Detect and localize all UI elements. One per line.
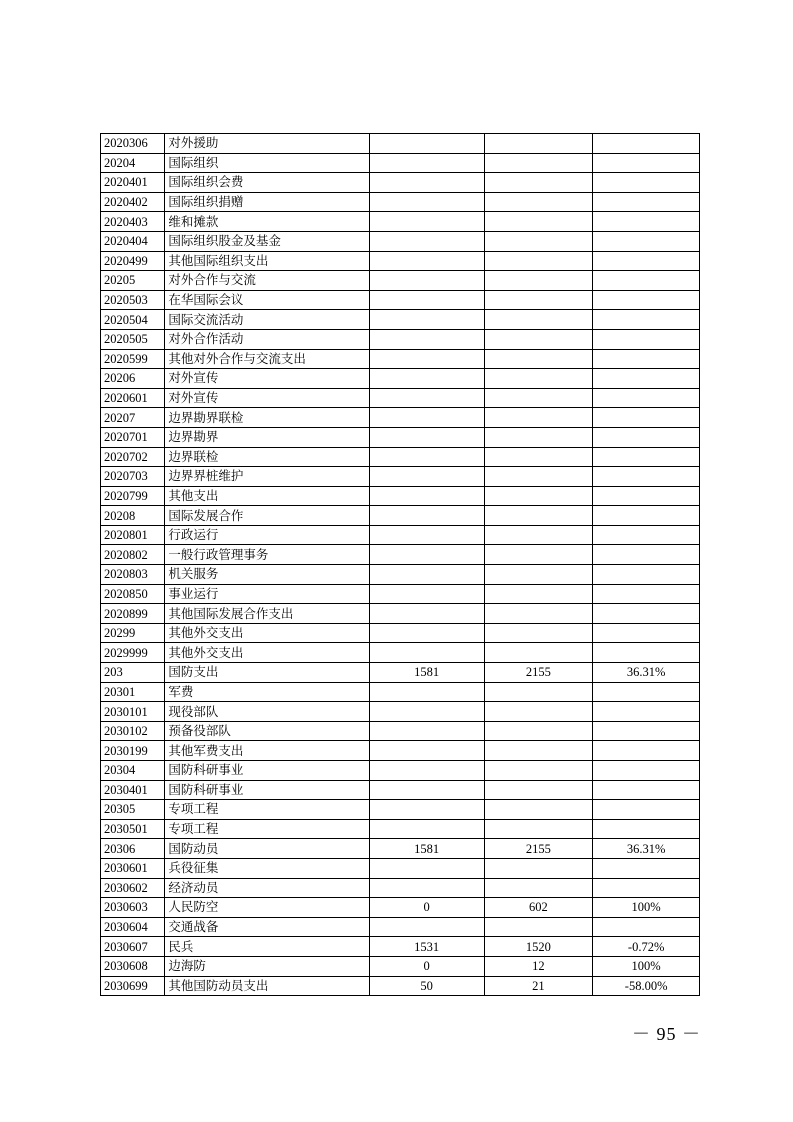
cell-code: 2020401 — [101, 173, 165, 193]
table-row — [101, 858, 700, 878]
cell-change-percent — [593, 702, 700, 722]
cell-value-2 — [484, 761, 593, 781]
cell-code: 20208 — [101, 506, 165, 526]
cell-name: 维和摊款 — [165, 212, 369, 232]
table-row — [101, 937, 700, 957]
cell-change-percent — [593, 643, 700, 663]
cell-value-2 — [484, 604, 593, 624]
cell-value-1 — [369, 251, 484, 271]
cell-name: 边界勘界联检 — [165, 408, 369, 428]
cell-change-percent — [593, 212, 700, 232]
cell-name: 对外援助 — [165, 134, 369, 154]
table-row — [101, 819, 700, 839]
cell-value-2 — [484, 878, 593, 898]
table-row — [101, 310, 700, 330]
cell-code: 2020499 — [101, 251, 165, 271]
cell-change-percent — [593, 231, 700, 251]
cell-value-1: 1531 — [369, 937, 484, 957]
cell-change-percent — [593, 427, 700, 447]
cell-value-2: 602 — [484, 898, 593, 918]
cell-change-percent — [593, 604, 700, 624]
cell-value-1 — [369, 721, 484, 741]
cell-value-2 — [484, 153, 593, 173]
cell-name: 专项工程 — [165, 819, 369, 839]
cell-change-percent — [593, 349, 700, 369]
cell-name: 专项工程 — [165, 800, 369, 820]
cell-name: 边界界桩维护 — [165, 467, 369, 487]
cell-name: 其他国际发展合作支出 — [165, 604, 369, 624]
cell-name: 其他国际组织支出 — [165, 251, 369, 271]
cell-change-percent: 100% — [593, 898, 700, 918]
cell-change-percent — [593, 486, 700, 506]
table-row — [101, 153, 700, 173]
cell-value-1: 1581 — [369, 663, 484, 683]
cell-change-percent: 36.31% — [593, 839, 700, 859]
cell-code: 2030199 — [101, 741, 165, 761]
cell-value-2 — [484, 525, 593, 545]
cell-value-2 — [484, 447, 593, 467]
cell-value-1 — [369, 702, 484, 722]
cell-change-percent — [593, 173, 700, 193]
budget-table — [100, 133, 700, 996]
cell-value-2: 2155 — [484, 839, 593, 859]
cell-change-percent — [593, 369, 700, 389]
cell-value-1: 50 — [369, 976, 484, 996]
cell-change-percent — [593, 153, 700, 173]
cell-change-percent — [593, 858, 700, 878]
cell-code: 2020802 — [101, 545, 165, 565]
cell-value-2 — [484, 310, 593, 330]
cell-name: 边界联检 — [165, 447, 369, 467]
cell-value-2: 2155 — [484, 663, 593, 683]
table-row — [101, 251, 700, 271]
cell-change-percent — [593, 310, 700, 330]
cell-name: 军费 — [165, 682, 369, 702]
cell-change-percent — [593, 251, 700, 271]
cell-name: 经济动员 — [165, 878, 369, 898]
table-row — [101, 643, 700, 663]
cell-value-2 — [484, 134, 593, 154]
table-row — [101, 329, 700, 349]
table-row — [101, 467, 700, 487]
cell-change-percent — [593, 623, 700, 643]
cell-name: 国防支出 — [165, 663, 369, 683]
cell-code: 2020803 — [101, 565, 165, 585]
cell-change-percent — [593, 447, 700, 467]
cell-value-1 — [369, 486, 484, 506]
cell-code: 2030102 — [101, 721, 165, 741]
cell-value-2 — [484, 388, 593, 408]
cell-code: 20299 — [101, 623, 165, 643]
cell-value-1 — [369, 447, 484, 467]
cell-value-2 — [484, 721, 593, 741]
cell-code: 2030607 — [101, 937, 165, 957]
table-row — [101, 878, 700, 898]
cell-value-1 — [369, 623, 484, 643]
table-row — [101, 898, 700, 918]
cell-value-2 — [484, 329, 593, 349]
table-row — [101, 565, 700, 585]
cell-value-2 — [484, 290, 593, 310]
cell-name: 对外合作活动 — [165, 329, 369, 349]
cell-value-2 — [484, 545, 593, 565]
cell-value-2 — [484, 780, 593, 800]
cell-code: 2020850 — [101, 584, 165, 604]
table-row — [101, 839, 700, 859]
table-row — [101, 506, 700, 526]
cell-code: 20204 — [101, 153, 165, 173]
cell-value-2 — [484, 192, 593, 212]
cell-value-1 — [369, 780, 484, 800]
cell-value-2 — [484, 369, 593, 389]
cell-code: 2030608 — [101, 956, 165, 976]
cell-value-1 — [369, 467, 484, 487]
cell-value-2 — [484, 349, 593, 369]
cell-value-1 — [369, 878, 484, 898]
cell-value-1: 1581 — [369, 839, 484, 859]
page-number: － 95 － — [632, 1024, 701, 1044]
table-row — [101, 721, 700, 741]
cell-name: 其他军费支出 — [165, 741, 369, 761]
cell-value-2 — [484, 702, 593, 722]
table-row — [101, 349, 700, 369]
cell-name: 其他国防动员支出 — [165, 976, 369, 996]
cell-value-1 — [369, 192, 484, 212]
cell-value-2 — [484, 623, 593, 643]
cell-name: 其他对外合作与交流支出 — [165, 349, 369, 369]
cell-code: 20205 — [101, 271, 165, 291]
cell-value-1 — [369, 349, 484, 369]
cell-name: 兵役征集 — [165, 858, 369, 878]
cell-change-percent — [593, 584, 700, 604]
cell-code: 203 — [101, 663, 165, 683]
cell-value-1 — [369, 388, 484, 408]
cell-code: 2020504 — [101, 310, 165, 330]
table-row — [101, 702, 700, 722]
cell-code: 2020703 — [101, 467, 165, 487]
table-row — [101, 545, 700, 565]
table-row — [101, 741, 700, 761]
cell-value-2 — [484, 271, 593, 291]
cell-value-1 — [369, 212, 484, 232]
table-row — [101, 604, 700, 624]
cell-code: 2030501 — [101, 819, 165, 839]
cell-value-1 — [369, 134, 484, 154]
cell-change-percent — [593, 192, 700, 212]
cell-change-percent: 100% — [593, 956, 700, 976]
cell-value-2 — [484, 427, 593, 447]
table-row — [101, 173, 700, 193]
cell-value-2 — [484, 682, 593, 702]
cell-code: 2020599 — [101, 349, 165, 369]
table-row — [101, 408, 700, 428]
table-row — [101, 231, 700, 251]
cell-name: 事业运行 — [165, 584, 369, 604]
cell-name: 国际交流活动 — [165, 310, 369, 330]
cell-change-percent — [593, 682, 700, 702]
cell-change-percent — [593, 761, 700, 781]
cell-name: 对外合作与交流 — [165, 271, 369, 291]
cell-value-1 — [369, 682, 484, 702]
cell-value-1 — [369, 741, 484, 761]
table-row — [101, 486, 700, 506]
cell-name: 国防科研事业 — [165, 780, 369, 800]
cell-name: 边海防 — [165, 956, 369, 976]
cell-value-1 — [369, 761, 484, 781]
cell-name: 其他外交支出 — [165, 643, 369, 663]
cell-change-percent — [593, 800, 700, 820]
cell-change-percent: 36.31% — [593, 663, 700, 683]
cell-value-2 — [484, 251, 593, 271]
cell-change-percent — [593, 408, 700, 428]
cell-code: 20306 — [101, 839, 165, 859]
table-row — [101, 956, 700, 976]
table-row — [101, 800, 700, 820]
cell-code: 2020801 — [101, 525, 165, 545]
cell-code: 20206 — [101, 369, 165, 389]
cell-change-percent — [593, 819, 700, 839]
budget-table-body — [101, 134, 700, 996]
cell-code: 2020899 — [101, 604, 165, 624]
cell-value-2 — [484, 231, 593, 251]
cell-code: 2020404 — [101, 231, 165, 251]
cell-value-1 — [369, 858, 484, 878]
cell-value-2 — [484, 741, 593, 761]
cell-value-1 — [369, 329, 484, 349]
cell-name: 预备役部队 — [165, 721, 369, 741]
cell-value-1 — [369, 369, 484, 389]
cell-name: 一般行政管理事务 — [165, 545, 369, 565]
cell-name: 机关服务 — [165, 565, 369, 585]
cell-code: 20301 — [101, 682, 165, 702]
cell-value-1 — [369, 800, 484, 820]
table-row — [101, 388, 700, 408]
cell-change-percent — [593, 525, 700, 545]
cell-value-1: 0 — [369, 898, 484, 918]
cell-name: 国际组织会费 — [165, 173, 369, 193]
cell-change-percent: -58.00% — [593, 976, 700, 996]
cell-change-percent — [593, 290, 700, 310]
cell-value-1 — [369, 271, 484, 291]
cell-value-1 — [369, 290, 484, 310]
cell-value-2 — [484, 467, 593, 487]
cell-code: 2020402 — [101, 192, 165, 212]
cell-code: 20207 — [101, 408, 165, 428]
table-row — [101, 761, 700, 781]
cell-code: 2030603 — [101, 898, 165, 918]
cell-change-percent — [593, 545, 700, 565]
cell-code: 2020403 — [101, 212, 165, 232]
cell-value-1 — [369, 525, 484, 545]
cell-name: 边界勘界 — [165, 427, 369, 447]
cell-code: 2030601 — [101, 858, 165, 878]
cell-value-1 — [369, 917, 484, 937]
cell-value-2 — [484, 506, 593, 526]
cell-change-percent: -0.72% — [593, 937, 700, 957]
cell-code: 20305 — [101, 800, 165, 820]
cell-change-percent — [593, 467, 700, 487]
table-row — [101, 447, 700, 467]
cell-value-1 — [369, 153, 484, 173]
cell-code: 2030602 — [101, 878, 165, 898]
cell-name: 国际组织股金及基金 — [165, 231, 369, 251]
cell-change-percent — [593, 271, 700, 291]
cell-value-1 — [369, 604, 484, 624]
cell-change-percent — [593, 565, 700, 585]
cell-change-percent — [593, 917, 700, 937]
cell-name: 对外宣传 — [165, 369, 369, 389]
table-row — [101, 584, 700, 604]
cell-name: 国际组织 — [165, 153, 369, 173]
cell-value-1 — [369, 173, 484, 193]
cell-name: 其他外交支出 — [165, 623, 369, 643]
cell-change-percent — [593, 329, 700, 349]
cell-value-1 — [369, 408, 484, 428]
cell-value-2: 12 — [484, 956, 593, 976]
cell-value-1 — [369, 545, 484, 565]
table-row — [101, 976, 700, 996]
cell-value-2 — [484, 819, 593, 839]
cell-change-percent — [593, 721, 700, 741]
cell-value-1 — [369, 565, 484, 585]
cell-value-1 — [369, 584, 484, 604]
cell-value-1 — [369, 231, 484, 251]
cell-value-2 — [484, 917, 593, 937]
cell-code: 2030401 — [101, 780, 165, 800]
cell-value-2 — [484, 643, 593, 663]
cell-value-1: 0 — [369, 956, 484, 976]
cell-value-1 — [369, 310, 484, 330]
cell-code: 2020701 — [101, 427, 165, 447]
table-row — [101, 134, 700, 154]
cell-code: 2020601 — [101, 388, 165, 408]
cell-change-percent — [593, 780, 700, 800]
table-row — [101, 192, 700, 212]
table-row — [101, 212, 700, 232]
table-row — [101, 682, 700, 702]
cell-name: 国防科研事业 — [165, 761, 369, 781]
cell-value-2 — [484, 486, 593, 506]
cell-change-percent — [593, 878, 700, 898]
cell-name: 其他支出 — [165, 486, 369, 506]
cell-name: 人民防空 — [165, 898, 369, 918]
cell-value-1 — [369, 427, 484, 447]
cell-code: 2029999 — [101, 643, 165, 663]
table-row — [101, 525, 700, 545]
cell-code: 20304 — [101, 761, 165, 781]
table-row — [101, 780, 700, 800]
cell-value-2 — [484, 408, 593, 428]
table-row — [101, 427, 700, 447]
cell-value-1 — [369, 506, 484, 526]
cell-value-2 — [484, 584, 593, 604]
cell-name: 在华国际会议 — [165, 290, 369, 310]
cell-name: 行政运行 — [165, 525, 369, 545]
cell-value-2 — [484, 212, 593, 232]
table-row — [101, 623, 700, 643]
table-row — [101, 917, 700, 937]
cell-code: 2020503 — [101, 290, 165, 310]
cell-value-1 — [369, 819, 484, 839]
cell-change-percent — [593, 134, 700, 154]
cell-name: 民兵 — [165, 937, 369, 957]
cell-code: 2030699 — [101, 976, 165, 996]
cell-code: 2030101 — [101, 702, 165, 722]
cell-value-2: 1520 — [484, 937, 593, 957]
cell-value-2 — [484, 173, 593, 193]
table-row — [101, 663, 700, 683]
cell-value-2 — [484, 565, 593, 585]
table-row — [101, 290, 700, 310]
cell-code: 2020702 — [101, 447, 165, 467]
cell-value-2: 21 — [484, 976, 593, 996]
cell-code: 2020799 — [101, 486, 165, 506]
cell-code: 2030604 — [101, 917, 165, 937]
cell-change-percent — [593, 388, 700, 408]
cell-name: 国际发展合作 — [165, 506, 369, 526]
cell-change-percent — [593, 506, 700, 526]
cell-value-2 — [484, 800, 593, 820]
cell-name: 国防动员 — [165, 839, 369, 859]
cell-code: 2020505 — [101, 329, 165, 349]
cell-value-1 — [369, 643, 484, 663]
cell-code: 2020306 — [101, 134, 165, 154]
cell-name: 对外宣传 — [165, 388, 369, 408]
cell-value-2 — [484, 858, 593, 878]
table-row — [101, 369, 700, 389]
cell-name: 交通战备 — [165, 917, 369, 937]
cell-change-percent — [593, 741, 700, 761]
cell-name: 国际组织捐赠 — [165, 192, 369, 212]
cell-name: 现役部队 — [165, 702, 369, 722]
table-row — [101, 271, 700, 291]
